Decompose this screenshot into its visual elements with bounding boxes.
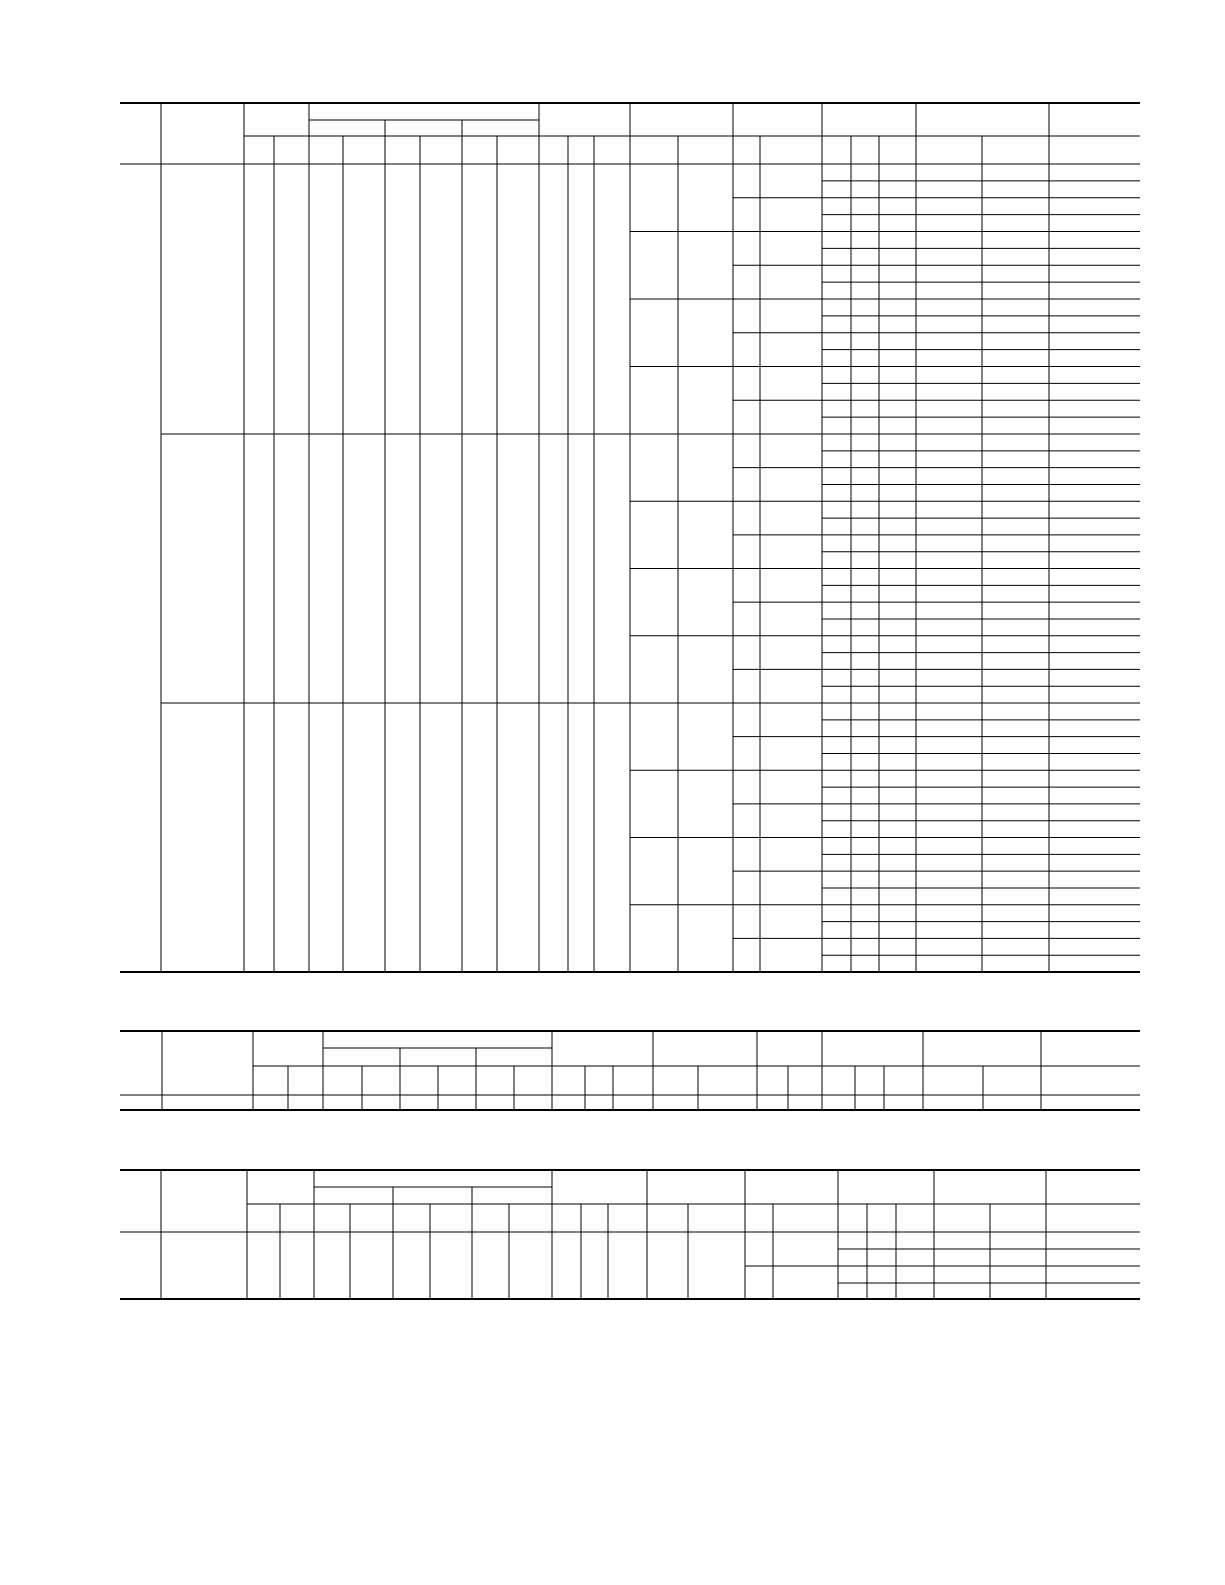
table-3 — [120, 1170, 1140, 1299]
table-2 — [120, 1031, 1140, 1110]
table-1 — [120, 103, 1140, 972]
